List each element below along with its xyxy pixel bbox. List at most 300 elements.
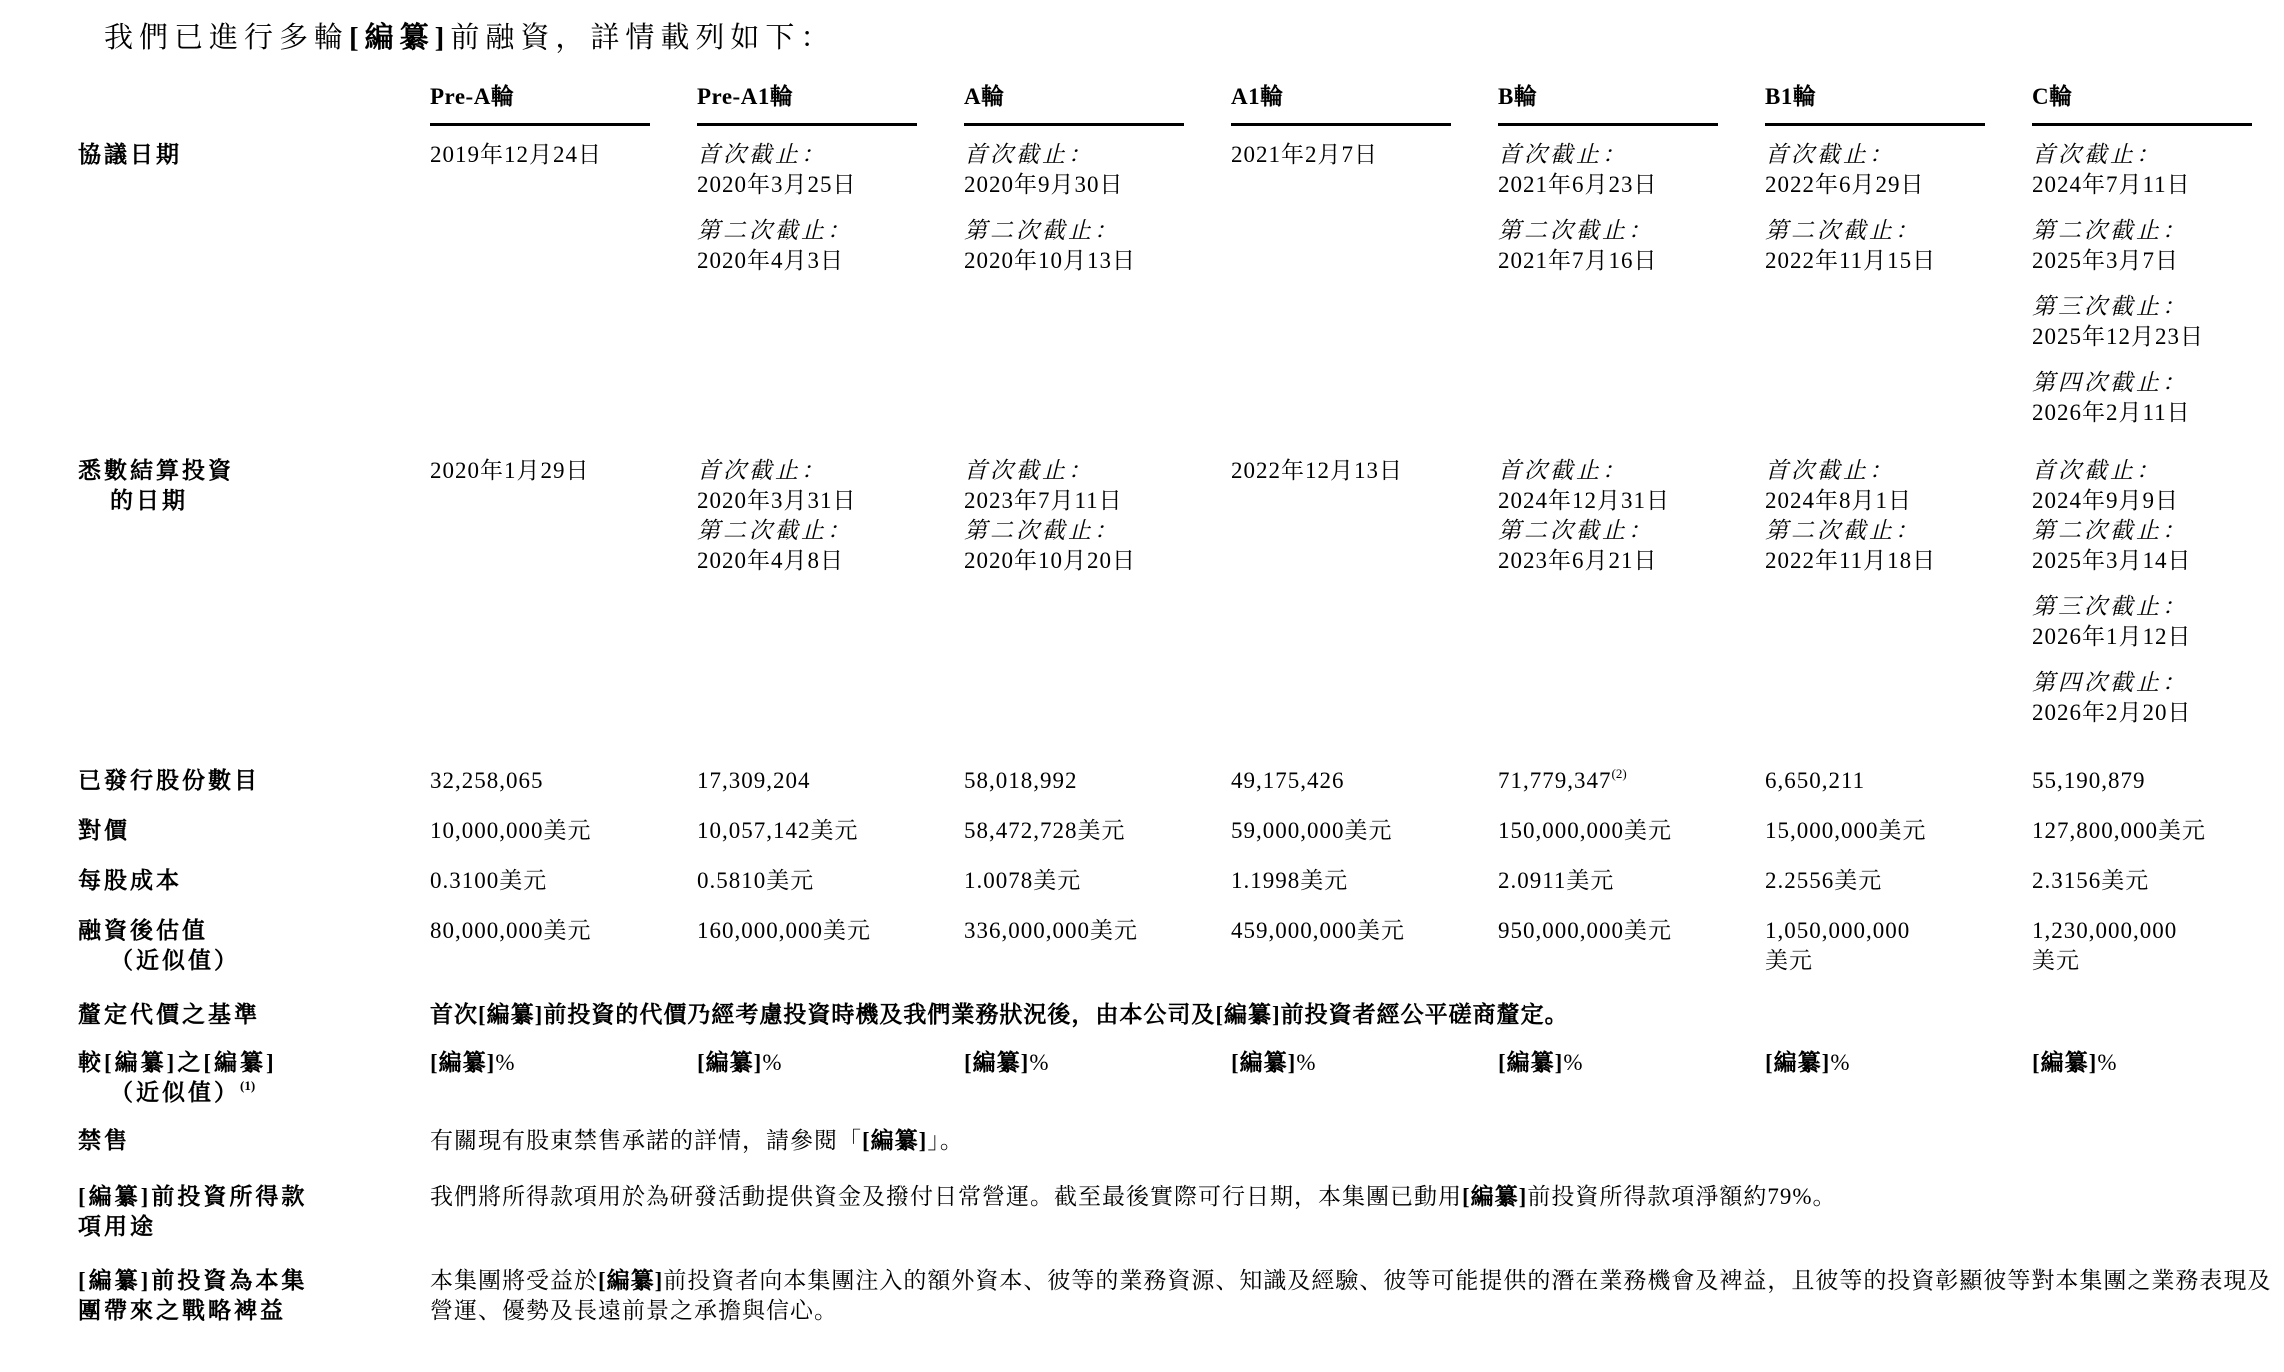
table-row xyxy=(78,1126,2284,1156)
text-segment: [編纂] xyxy=(2032,1050,2098,1075)
table-cell xyxy=(964,816,1231,846)
text-line xyxy=(1498,766,1751,796)
paragraph xyxy=(2032,916,2270,976)
text-segment: 首次截止： xyxy=(964,458,1094,483)
text-line xyxy=(964,216,1217,246)
text-segment: 第四次截止： xyxy=(2032,370,2188,395)
text-line xyxy=(697,766,950,796)
table-cell xyxy=(2032,766,2284,796)
text-line xyxy=(430,1266,2278,1326)
paragraph xyxy=(1498,216,1751,276)
text-segment: 第二次截止： xyxy=(1498,218,1654,243)
row-label xyxy=(78,1182,430,1242)
text-line xyxy=(2032,816,2270,846)
text-segment: 32,258,065 xyxy=(430,768,544,793)
paragraph xyxy=(697,916,950,946)
text-segment: % xyxy=(2097,1050,2118,1075)
text-segment: 前投資所得款項淨額約79%。 xyxy=(1527,1184,1837,1209)
table-cell xyxy=(430,1048,697,1078)
text-segment: 首次截止： xyxy=(2032,142,2162,167)
table-cell xyxy=(1231,816,1498,846)
paragraph xyxy=(430,916,683,946)
text-line xyxy=(430,866,683,896)
paragraph xyxy=(2032,292,2270,352)
table-cell xyxy=(1498,766,1765,796)
text-segment: [編纂]前投資所得款 xyxy=(78,1184,308,1209)
text-segment: 150,000,000美元 xyxy=(1498,818,1672,843)
text-line xyxy=(78,946,406,976)
text-segment: 2020年4月3日 xyxy=(697,248,844,273)
text-segment: 49,175,426 xyxy=(1231,768,1345,793)
text-line xyxy=(964,140,1217,170)
text-line xyxy=(697,816,950,846)
text-line xyxy=(697,866,950,896)
text-line xyxy=(78,816,406,846)
paragraph xyxy=(964,816,1217,846)
text-segment: 2022年11月18日 xyxy=(1765,548,1937,573)
text-segment: [編纂] xyxy=(1498,1050,1564,1075)
text-line xyxy=(1765,140,2018,170)
text-line xyxy=(964,766,1217,796)
paragraph xyxy=(2032,368,2270,428)
table-cell xyxy=(697,816,964,846)
text-line xyxy=(1498,816,1751,846)
text-segment: 2020年3月31日 xyxy=(697,488,857,513)
paragraph xyxy=(2032,456,2270,576)
text-line xyxy=(1765,766,2018,796)
paragraph xyxy=(1765,1048,2018,1078)
table-cell xyxy=(430,456,697,486)
text-segment: 首次截止： xyxy=(697,142,827,167)
text-line xyxy=(964,456,1217,486)
table-cell xyxy=(2032,816,2284,846)
table-row xyxy=(78,456,2284,728)
table-cell xyxy=(430,916,697,946)
column-header-cell xyxy=(2032,82,2284,126)
paragraph xyxy=(1765,816,2018,846)
table-cell xyxy=(1765,766,2032,796)
paragraph xyxy=(964,766,1217,796)
paragraph xyxy=(1498,916,1751,946)
text-segment: 較[編纂]之[編纂] xyxy=(78,1050,277,1075)
text-line xyxy=(2032,916,2270,946)
paragraph xyxy=(964,1048,1217,1078)
table-cell xyxy=(430,766,697,796)
text-segment: 對價 xyxy=(78,818,130,843)
paragraph xyxy=(1765,216,2018,276)
text-line xyxy=(1498,216,1751,246)
text-line xyxy=(78,1078,406,1108)
column-header: A輪 xyxy=(964,82,1184,126)
column-header-cell xyxy=(1231,82,1498,126)
paragraph xyxy=(964,140,1217,200)
text-segment: 15,000,000美元 xyxy=(1765,818,1927,843)
paragraph xyxy=(697,866,950,896)
text-line xyxy=(1231,456,1484,486)
text-line xyxy=(1765,916,2018,946)
text-segment: 前投資者向本集團注入的額外資本、彼等的業務資源、知識及經驗、彼等可能提供的潛在業務機會及裨益，且彼等的投資彰顯彼等對本集團之業務表現及營運、優勢及長遠前景之承擔與信心。 xyxy=(430,1268,2272,1323)
column-header: B1輪 xyxy=(1765,82,1985,126)
table-cell xyxy=(1498,866,1765,896)
text-segment: 的日期 xyxy=(110,488,188,513)
row-label xyxy=(78,456,430,516)
text-line xyxy=(1498,456,1751,486)
row-label xyxy=(78,1126,430,1156)
text-segment: [編纂] xyxy=(430,1050,496,1075)
text-segment: 第二次截止： xyxy=(697,518,853,543)
table-cell xyxy=(697,456,964,576)
text-line xyxy=(697,456,950,486)
text-line xyxy=(697,246,950,276)
paragraph xyxy=(430,1048,683,1078)
text-segment: 2022年12月13日 xyxy=(1231,458,1403,483)
paragraph xyxy=(1765,456,2018,576)
text-segment: 2.3156美元 xyxy=(2032,868,2150,893)
text-segment: 第二次截止： xyxy=(1765,218,1921,243)
text-segment: 2023年6月21日 xyxy=(1498,548,1658,573)
paragraph xyxy=(2032,816,2270,846)
text-line xyxy=(2032,292,2270,322)
text-line xyxy=(2032,866,2270,896)
text-segment: % xyxy=(1296,1050,1317,1075)
text-line xyxy=(697,170,950,200)
table-cell xyxy=(964,766,1231,796)
table-row xyxy=(78,1182,2284,1242)
text-segment: 2022年6月29日 xyxy=(1765,172,1925,197)
table-cell xyxy=(1498,1048,1765,1078)
paragraph xyxy=(697,816,950,846)
paragraph xyxy=(430,140,683,170)
text-segment: 每股成本 xyxy=(78,868,182,893)
table-row xyxy=(78,766,2284,796)
table-cell xyxy=(1231,456,1498,486)
text-segment: 1,050,000,000 xyxy=(1765,918,1911,943)
table-cell xyxy=(1765,816,2032,846)
table-cell xyxy=(1231,1048,1498,1078)
text-segment: 2024年9月9日 xyxy=(2032,488,2179,513)
paragraph xyxy=(1231,140,1484,170)
text-line xyxy=(1498,546,1751,576)
row-label xyxy=(78,1266,430,1326)
table-header-row xyxy=(78,82,2284,126)
text-segment: （近似值） xyxy=(110,1080,240,1105)
text-segment: 首次截止： xyxy=(697,458,827,483)
text-line xyxy=(1498,516,1751,546)
text-line xyxy=(78,866,406,896)
text-line xyxy=(1765,946,2018,976)
paragraph xyxy=(2032,766,2270,796)
text-line xyxy=(2032,216,2270,246)
text-line xyxy=(1231,140,1484,170)
text-line xyxy=(1498,140,1751,170)
text-line xyxy=(78,1296,406,1326)
row-value-span xyxy=(430,1182,2284,1212)
text-line xyxy=(1231,916,1484,946)
text-segment: 首次[編纂]前投資的代價乃經考慮投資時機及我們業務狀況後，由本公司及[編纂]前投資者經公平磋商釐定。 xyxy=(430,1002,1569,1027)
text-line xyxy=(697,546,950,576)
text-segment: 58,018,992 xyxy=(964,768,1078,793)
text-segment: 950,000,000美元 xyxy=(1498,918,1672,943)
paragraph xyxy=(430,766,683,796)
text-segment: 首次截止： xyxy=(1498,142,1628,167)
text-line xyxy=(697,516,950,546)
table-cell xyxy=(1498,140,1765,276)
title-segment: 我們已進行多輪 xyxy=(104,22,350,54)
text-segment: 1.0078美元 xyxy=(964,868,1082,893)
paragraph xyxy=(2032,216,2270,276)
document-title xyxy=(104,18,2284,58)
table-cell xyxy=(1498,816,1765,846)
text-line xyxy=(430,766,683,796)
text-line xyxy=(430,1126,2278,1156)
text-line xyxy=(2032,456,2270,486)
table-cell xyxy=(697,866,964,896)
text-line xyxy=(964,1048,1217,1078)
text-line xyxy=(1498,246,1751,276)
text-segment: 第二次截止： xyxy=(2032,218,2188,243)
row-label xyxy=(78,1000,430,1030)
text-segment: 0.3100美元 xyxy=(430,868,548,893)
paragraph xyxy=(1231,456,1484,486)
table-cell xyxy=(430,816,697,846)
text-line xyxy=(2032,1048,2270,1078)
text-line xyxy=(78,1126,406,1156)
paragraph xyxy=(1231,866,1484,896)
text-line xyxy=(430,916,683,946)
table-cell xyxy=(1231,866,1498,896)
text-line xyxy=(964,246,1217,276)
text-line xyxy=(1765,1048,2018,1078)
text-segment: 0.5810美元 xyxy=(697,868,815,893)
text-line xyxy=(697,140,950,170)
text-line xyxy=(1765,816,2018,846)
text-segment: 160,000,000美元 xyxy=(697,918,871,943)
text-line xyxy=(430,1048,683,1078)
text-segment: [編纂] xyxy=(1462,1184,1528,1209)
text-line xyxy=(2032,622,2270,652)
text-segment: 釐定代價之基準 xyxy=(78,1002,260,1027)
table-cell xyxy=(1231,916,1498,946)
text-segment: 我們將所得款項用於為研發活動提供資金及撥付日常營運。截至最後實際可行日期，本集團已動用 xyxy=(430,1184,1462,1209)
text-line xyxy=(2032,246,2270,276)
text-line xyxy=(78,1048,406,1078)
text-line xyxy=(1765,516,2018,546)
text-segment: 2022年11月15日 xyxy=(1765,248,1937,273)
text-line xyxy=(78,140,406,170)
text-segment: 59,000,000美元 xyxy=(1231,818,1393,843)
text-segment: 首次截止： xyxy=(2032,458,2162,483)
row-label xyxy=(78,816,430,846)
paragraph xyxy=(1231,816,1484,846)
text-segment: % xyxy=(495,1050,516,1075)
text-line xyxy=(2032,546,2270,576)
text-segment: [編纂] xyxy=(964,1050,1030,1075)
text-segment: 2020年1月29日 xyxy=(430,458,590,483)
text-segment: 第二次截止： xyxy=(1765,518,1921,543)
table-cell xyxy=(2032,916,2284,976)
text-line xyxy=(1765,456,2018,486)
table-row xyxy=(78,1048,2284,1108)
text-segment: 2026年2月20日 xyxy=(2032,700,2192,725)
text-segment: 協議日期 xyxy=(78,142,182,167)
text-segment: 2025年3月7日 xyxy=(2032,248,2179,273)
paragraph xyxy=(697,216,950,276)
text-segment: [編纂]前投資為本集 xyxy=(78,1268,308,1293)
text-segment: 已發行股份數目 xyxy=(78,768,260,793)
paragraph xyxy=(1498,866,1751,896)
paragraph xyxy=(1765,866,2018,896)
text-segment: 第二次截止： xyxy=(2032,518,2188,543)
column-header: Pre-A輪 xyxy=(430,82,650,126)
text-line xyxy=(1231,866,1484,896)
text-line xyxy=(2032,668,2270,698)
text-line xyxy=(697,916,950,946)
paragraph xyxy=(2032,592,2270,652)
column-header: C輪 xyxy=(2032,82,2252,126)
paragraph xyxy=(1231,766,1484,796)
paragraph xyxy=(697,456,950,576)
text-segment: （近似值） xyxy=(110,948,240,973)
table-cell xyxy=(2032,456,2284,728)
paragraph xyxy=(1765,766,2018,796)
text-segment: 55,190,879 xyxy=(2032,768,2146,793)
table-row xyxy=(78,140,2284,428)
table-cell xyxy=(2032,140,2284,428)
text-line xyxy=(2032,368,2270,398)
text-segment: 團帶來之戰略裨益 xyxy=(78,1298,286,1323)
text-segment: 第三次截止： xyxy=(2032,294,2188,319)
text-line xyxy=(430,816,683,846)
text-line xyxy=(964,170,1217,200)
text-line xyxy=(2032,322,2270,352)
text-segment: 美元 xyxy=(2032,948,2080,973)
text-segment: 禁售 xyxy=(78,1128,130,1153)
table-cell xyxy=(697,766,964,796)
table-cell xyxy=(2032,866,2284,896)
text-segment: 悉數結算投資 xyxy=(78,458,234,483)
text-line xyxy=(1765,546,2018,576)
row-label xyxy=(78,766,430,796)
column-header: B輪 xyxy=(1498,82,1718,126)
text-segment: 2021年6月23日 xyxy=(1498,172,1658,197)
text-line xyxy=(1765,246,2018,276)
text-segment: 2021年7月16日 xyxy=(1498,248,1658,273)
table-cell xyxy=(1765,140,2032,276)
column-header-cell xyxy=(1765,82,2032,126)
text-segment: [編纂] xyxy=(1765,1050,1831,1075)
text-segment: 項用途 xyxy=(78,1214,156,1239)
text-segment: % xyxy=(1830,1050,1851,1075)
text-segment: 首次截止： xyxy=(1498,458,1628,483)
paragraph xyxy=(2032,668,2270,728)
paragraph xyxy=(1765,140,2018,200)
text-segment: (1) xyxy=(240,1078,256,1093)
column-header-cell xyxy=(964,82,1231,126)
text-line xyxy=(964,916,1217,946)
text-segment: (2) xyxy=(1611,766,1627,781)
text-line xyxy=(697,1048,950,1078)
text-segment: 336,000,000美元 xyxy=(964,918,1138,943)
column-header-cell xyxy=(1498,82,1765,126)
paragraph xyxy=(697,1048,950,1078)
text-segment: 2023年7月11日 xyxy=(964,488,1123,513)
text-line xyxy=(2032,140,2270,170)
text-segment: 2025年3月14日 xyxy=(2032,548,2192,573)
text-segment: [編纂] xyxy=(598,1268,664,1293)
text-segment: 本集團將受益於 xyxy=(430,1268,598,1293)
text-segment: 第二次截止： xyxy=(964,518,1120,543)
text-segment: 第二次截止： xyxy=(964,218,1120,243)
table-cell xyxy=(1231,140,1498,170)
paragraph xyxy=(697,766,950,796)
text-line xyxy=(78,1212,406,1242)
table-cell xyxy=(697,140,964,276)
text-line xyxy=(697,486,950,516)
row-label xyxy=(78,916,430,976)
column-header-cell xyxy=(697,82,964,126)
text-line xyxy=(2032,766,2270,796)
text-segment: 2025年12月23日 xyxy=(2032,324,2204,349)
text-line xyxy=(1498,170,1751,200)
text-line xyxy=(2032,516,2270,546)
text-segment: 第二次截止： xyxy=(697,218,853,243)
text-line xyxy=(1231,816,1484,846)
text-line xyxy=(1498,486,1751,516)
text-line xyxy=(2032,946,2270,976)
text-line xyxy=(1765,486,2018,516)
paragraph xyxy=(430,816,683,846)
column-header: A1輪 xyxy=(1231,82,1451,126)
text-line xyxy=(2032,592,2270,622)
text-segment: 6,650,211 xyxy=(1765,768,1866,793)
text-segment: 2021年2月7日 xyxy=(1231,142,1378,167)
table-cell xyxy=(964,916,1231,946)
paragraph xyxy=(2032,1048,2270,1078)
paragraph xyxy=(1498,1048,1751,1078)
text-segment: 1,230,000,000 xyxy=(2032,918,2178,943)
paragraph xyxy=(964,456,1217,576)
text-segment: 127,800,000美元 xyxy=(2032,818,2206,843)
text-line xyxy=(964,516,1217,546)
text-segment: 首次截止： xyxy=(964,142,1094,167)
text-segment: % xyxy=(762,1050,783,1075)
text-segment: 2.2556美元 xyxy=(1765,868,1883,893)
paragraph xyxy=(697,140,950,200)
text-segment: [編纂] xyxy=(697,1050,763,1075)
text-segment: 第三次截止： xyxy=(2032,594,2188,619)
text-line xyxy=(1765,170,2018,200)
text-segment: 第二次截止： xyxy=(1498,518,1654,543)
row-value-span xyxy=(430,1000,2284,1030)
text-line xyxy=(78,916,406,946)
table-cell xyxy=(1765,456,2032,576)
text-segment: % xyxy=(1029,1050,1050,1075)
text-segment: 2024年8月1日 xyxy=(1765,488,1912,513)
table-cell xyxy=(430,866,697,896)
text-line xyxy=(78,766,406,796)
paragraph xyxy=(1498,456,1751,576)
text-segment: 」。 xyxy=(927,1128,964,1153)
text-segment: 2026年1月12日 xyxy=(2032,624,2192,649)
table-cell xyxy=(964,140,1231,276)
table-cell xyxy=(1765,916,2032,976)
paragraph xyxy=(1765,916,2018,976)
text-line xyxy=(2032,398,2270,428)
paragraph xyxy=(964,866,1217,896)
text-line xyxy=(2032,170,2270,200)
text-segment: 10,057,142美元 xyxy=(697,818,859,843)
row-value-span xyxy=(430,1126,2284,1156)
